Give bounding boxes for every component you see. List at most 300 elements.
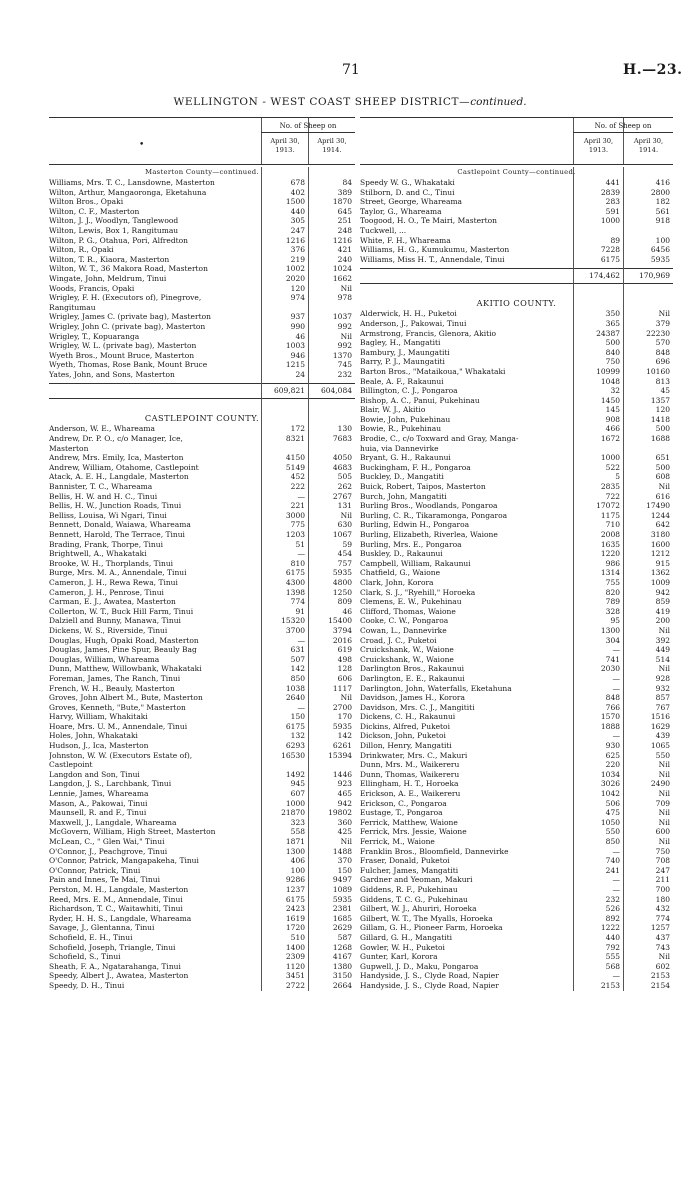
holder-name: Gilbert, W. T., The Myalls, Horoeka: [360, 913, 493, 923]
sheep-1913: 1000: [600, 216, 620, 226]
holder-name: Cooke, C. W., Pongaroa: [360, 616, 449, 626]
table-row: [360, 348, 673, 358]
holder-name: Brooke, W. H., Thorplands, Tinui: [49, 558, 174, 568]
holder-name: Dickens, C. H., Rakaunui: [360, 712, 456, 722]
sheep-1913: 89: [610, 235, 620, 245]
table-row: [360, 511, 673, 521]
table-row: [49, 312, 355, 322]
table-row: [360, 549, 673, 559]
holder-name: Wrigley, T., Kopuaranga: [49, 331, 140, 341]
holder-name: Brightwell, A., Whakataki: [49, 549, 147, 559]
holder-name: Ellingham, H. T., Horoeka: [360, 779, 459, 789]
sheep-1914: 932: [655, 683, 670, 693]
sheep-1914: 767: [655, 702, 670, 712]
sheep-1913: 710: [605, 520, 620, 530]
sheep-1913: 986: [605, 558, 620, 568]
sheep-1913: 500: [605, 338, 620, 348]
holder-name: Gilbert, W. J., Ahuriri, Horoeka: [360, 904, 477, 914]
holder-name: Bowie, John, Pukehinau: [360, 414, 451, 424]
table-row: [49, 284, 355, 294]
holder-name: Wyeth, Thomas, Rose Bank, Mount Bruce: [49, 360, 208, 370]
sheep-1913: 526: [605, 904, 620, 914]
sheep-1913: 9286: [285, 875, 305, 885]
sheep-1914: 616: [655, 491, 670, 501]
table-row: [49, 501, 355, 511]
header-col-1914: April 30, 1914.: [633, 137, 664, 154]
table-row: [49, 588, 355, 598]
sheep-1913: 1003: [285, 341, 305, 351]
page-title: [0, 96, 700, 108]
sheep-1913: 376: [290, 245, 305, 255]
holder-name: Croad, J. C., Puketoi: [360, 635, 437, 645]
sheep-1914: 600: [655, 827, 670, 837]
sheep-1913: 145: [605, 405, 620, 415]
table-row: [360, 405, 673, 415]
sheep-1913: 974: [290, 293, 305, 303]
sheep-1914: 6456: [650, 245, 670, 255]
sheep-1913: 755: [605, 577, 620, 587]
table-row: [360, 837, 673, 847]
holder-name: Gupwell, J. D., Maku, Pongaroa: [360, 961, 479, 971]
holder-name: Cowan, L., Dannevirke: [360, 625, 447, 635]
holder-name: Bagley, H., Mangatiti: [360, 338, 441, 348]
sheep-1913: 132: [290, 731, 305, 741]
table-row: [49, 856, 355, 866]
table-row: [360, 827, 673, 837]
sheep-1913: 365: [605, 318, 620, 328]
sheep-1913: 452: [290, 472, 305, 482]
table-row: [49, 943, 355, 953]
sheep-1914: 500: [655, 424, 670, 434]
sheep-1913: 1398: [285, 587, 305, 597]
sheep-1914: 813: [655, 376, 670, 386]
table-row: [360, 779, 673, 789]
sheep-1914: 923: [337, 779, 352, 789]
table-row: [49, 789, 355, 799]
table-row: [360, 492, 673, 502]
sheep-1914: 4167: [332, 952, 352, 962]
title-suffix: continued.: [470, 96, 527, 108]
table-row: [360, 386, 673, 396]
sheep-1913: 1237: [285, 884, 305, 894]
table-row: [49, 933, 355, 943]
holder-name: Hoare, Mrs. U. M., Annendale, Tinui: [49, 721, 188, 731]
sheep-1914: 130: [337, 424, 352, 434]
sheep-1913: 3451: [285, 971, 305, 981]
table-row: [360, 444, 673, 454]
holder-name: Chatfield, G., Waione: [360, 568, 441, 578]
sheep-1914: 248: [337, 225, 352, 235]
holder-name: Bannister, T. C., Whareama: [49, 482, 153, 492]
holder-name: Speedy, Albert J., Awatea, Masterton: [49, 971, 189, 981]
holder-name: Holes, John, Whakataki: [49, 731, 138, 741]
sheep-1913: 4300: [285, 577, 305, 587]
holder-name: Burling, Edwin H., Pongaroa: [360, 520, 470, 530]
sheep-1913: 631: [290, 645, 305, 655]
spacer: [360, 288, 673, 296]
sheep-1914: 2153: [650, 971, 670, 981]
table-row: [360, 923, 673, 933]
sheep-1913: 1300: [285, 846, 305, 856]
holder-name: Bellis, H. W. and H. C., Tinui: [49, 491, 158, 501]
sheep-1914: 416: [655, 178, 670, 187]
sheep-1914: 992: [337, 321, 352, 331]
table-row: [49, 332, 355, 342]
table-row: [49, 351, 355, 361]
sheep-1914: 1357: [650, 395, 670, 405]
table-row: [49, 981, 355, 991]
sheep-1913: —: [612, 731, 620, 741]
table-row: [360, 540, 673, 550]
sheep-1914: 46: [342, 606, 352, 616]
table-row: [49, 808, 355, 818]
holder-name: Toogood, H. O., Te Mairi, Masterton: [360, 216, 497, 226]
sheep-1914: 5935: [650, 254, 670, 264]
sheep-1914: 1870: [332, 197, 352, 207]
table-row: [360, 207, 673, 217]
sheep-1913: 892: [605, 913, 620, 923]
holder-name: White, F. H., Whareama: [360, 235, 451, 245]
holder-name: Hudson, J., Ica, Masterton: [49, 741, 149, 751]
sheep-1914: 745: [337, 360, 352, 370]
sheep-1913: 402: [290, 187, 305, 197]
table-row: [49, 847, 355, 857]
sheep-1913: 6175: [285, 721, 305, 731]
sheep-1913: 1672: [600, 434, 620, 444]
sheep-1914: 389: [337, 187, 352, 197]
sheep-1914: 700: [655, 884, 670, 894]
table-row: [360, 578, 673, 588]
sheep-1913: 908: [605, 414, 620, 424]
holder-name: Gardner and Yeoman, Makuri: [360, 875, 473, 885]
sheep-1913: 1002: [285, 264, 305, 274]
sheep-1914: 200: [655, 616, 670, 626]
holder-name: Wrigley, F. H. (Executors of), Pinegrove,: [49, 293, 202, 303]
sheep-1914: 419: [655, 606, 670, 616]
sheep-1913: 1216: [285, 235, 305, 245]
table-row: [49, 799, 355, 809]
sheep-1914: 602: [655, 961, 670, 971]
section-heading: Masterton County—continued.: [145, 168, 259, 176]
sheep-1913: 937: [290, 312, 305, 322]
sheep-1913: 406: [290, 856, 305, 866]
header-col-1913: April 30, 1913.: [583, 137, 614, 154]
sheep-1913: 1050: [600, 817, 620, 827]
holder-name: Collerton, W. T., Buck Hill Farm, Tinui: [49, 606, 194, 616]
sheep-1914: 1117: [332, 683, 352, 693]
holder-name: Ryder, H. H. S., Langdale, Whareama: [49, 913, 192, 923]
table-row: [49, 597, 355, 607]
table-row: [360, 693, 673, 703]
table-row: [360, 626, 673, 636]
holder-name: Ferrick, Matthew, Waione: [360, 817, 458, 827]
table-row: [360, 856, 673, 866]
sheep-1913: 16530: [281, 750, 305, 760]
sheep-1914: 645: [337, 206, 352, 216]
table-row: [49, 751, 355, 761]
holder-name: Brading, Frank, Thorpe, Tinui: [49, 539, 163, 549]
sheep-1913: 283: [605, 197, 620, 207]
sheep-1913: 2423: [285, 904, 305, 914]
sheep-1914: Nil: [658, 769, 670, 779]
table-row: [49, 207, 355, 217]
holder-name: Wyeth Bros., Mount Bruce, Masterton: [49, 350, 195, 360]
holder-name: Bowie, R., Pukehinau: [360, 424, 442, 434]
sheep-1914: 2664: [332, 980, 352, 990]
table-row: [360, 559, 673, 569]
sheep-1913: —: [612, 875, 620, 885]
holder-name: Burge, Mrs. M. A., Annendale, Tinui: [49, 568, 187, 578]
sheep-1913: 558: [290, 827, 305, 837]
sheep-1913: 1038: [285, 683, 305, 693]
header-col-1914: April 30, 1914.: [317, 137, 347, 154]
sheep-1913: 990: [290, 321, 305, 331]
sheep-1913: 930: [605, 741, 620, 751]
table-row: [360, 722, 673, 732]
sheep-1913: 10999: [596, 366, 620, 376]
table-row: [49, 827, 355, 837]
table-row: [360, 463, 673, 473]
table-row: [360, 751, 673, 761]
sheep-1913: 100: [290, 865, 305, 875]
table-row: [49, 741, 355, 751]
holder-name: Gillam, G. H., Pioneer Farm, Horoeka: [360, 923, 503, 933]
sheep-1913: 1175: [600, 510, 620, 520]
sheep-1914: 19802: [328, 808, 352, 818]
sheep-1913: 24387: [596, 328, 620, 338]
holder-name: Wrigley, James C. (private bag), Masterton: [49, 312, 211, 322]
right-rows: [360, 167, 673, 991]
holder-name: Woods, Francis, Opaki: [49, 283, 135, 293]
sheep-1913: 6175: [285, 568, 305, 578]
sheep-1914: 4050: [332, 453, 352, 463]
table-row: [49, 559, 355, 569]
sheep-1913: 1000: [600, 453, 620, 463]
sheep-1914: 2700: [332, 702, 352, 712]
holder-name: Wilton, T. R., Kiaora, Masterton: [49, 254, 170, 264]
table-row: [360, 981, 673, 991]
sheep-1914: Nil: [658, 952, 670, 962]
table-row: [360, 453, 673, 463]
holder-name: Carman, E. J., Awatea, Masterton: [49, 597, 176, 607]
table-row: [360, 962, 673, 972]
table-row: [49, 197, 355, 207]
sheep-1914: 128: [337, 664, 352, 674]
sheep-1913: 222: [290, 482, 305, 492]
sheep-1914: 100: [655, 235, 670, 245]
sheep-1914: Nil: [658, 808, 670, 818]
sheep-1914: 757: [337, 558, 352, 568]
sheep-1914: 709: [655, 798, 670, 808]
sheep-1914: Nil: [658, 760, 670, 770]
table-row: [360, 396, 673, 406]
holder-name: Dickson, John, Puketoi: [360, 731, 446, 741]
table-row: [360, 885, 673, 895]
sheep-1913: 441: [605, 178, 620, 187]
holder-name: Richardson, T. C., Waitawhiti, Tinui: [49, 904, 183, 914]
holder-name: Burling, Mrs. E., Pongaroa: [360, 539, 462, 549]
sheep-1913: [261, 444, 308, 454]
table-row: [360, 568, 673, 578]
holder-name: Langdon and Son, Tinui: [49, 769, 140, 779]
table-row: [49, 875, 355, 885]
table-row: [49, 895, 355, 905]
holder-name: Douglas, William, Whareama: [49, 654, 160, 664]
sheep-1913: 1048: [600, 376, 620, 386]
sheep-1914: 696: [655, 357, 670, 367]
table-row: [360, 501, 673, 511]
holder-name: Bryant, G. H., Rakaunui: [360, 453, 451, 463]
sheep-1913: 1222: [600, 923, 620, 933]
sheep-1913: 2722: [285, 980, 305, 990]
sheep-1914: 1446: [332, 769, 352, 779]
holder-name: Davidson, James H., Korora: [360, 693, 465, 703]
sheep-1913: 24: [295, 369, 305, 379]
table-row: [360, 616, 673, 626]
sheep-1913: 15320: [281, 616, 305, 626]
sheep-1914: Nil: [658, 625, 670, 635]
county-heading: AKITIO COUNTY.: [476, 298, 557, 309]
sheep-1914: 1418: [650, 414, 670, 424]
table-row: [49, 322, 355, 332]
sheep-1913: 1215: [285, 360, 305, 370]
table-row: [49, 434, 355, 444]
holder-name: Clark, S. J., "Ryehill," Horoeka: [360, 587, 476, 597]
holder-name: Gowler, W. H., Puketoi: [360, 942, 445, 952]
sheep-1914: [308, 444, 355, 454]
holder-name: Dickins, Alfred, Puketoi: [360, 721, 450, 731]
sheep-1913: 722: [605, 491, 620, 501]
spacer: [49, 403, 355, 411]
table-row: [360, 245, 673, 255]
sheep-1913: 750: [605, 357, 620, 367]
table-row: [360, 530, 673, 540]
holder-name: Bennett, Harold, The Terrace, Tinui: [49, 530, 185, 539]
sheep-1914: 1067: [332, 530, 352, 539]
holder-name: Yates, John, and Sons, Masterton: [49, 369, 175, 379]
table-row: [49, 370, 355, 380]
sheep-1914: 182: [655, 197, 670, 207]
sheep-1913: 568: [605, 961, 620, 971]
table-row: [49, 463, 355, 473]
sheep-1914: [308, 303, 355, 313]
sheep-1914: 848: [655, 347, 670, 357]
table-row: [360, 216, 673, 226]
sheep-1914: 449: [655, 645, 670, 655]
holder-name: Ferrick, Mrs. Jessie, Waione: [360, 827, 467, 837]
sheep-1913: 848: [605, 693, 620, 703]
sheep-1914: 587: [337, 932, 352, 942]
sheep-1914: 651: [655, 453, 670, 463]
holder-name: Groves, John Albert M., Bute, Masterton: [49, 693, 203, 703]
holder-name: Wrigley, W. L. (private bag), Masterton: [49, 341, 197, 351]
sheep-1913: 6293: [285, 741, 305, 751]
table-row: [49, 293, 355, 303]
sheep-1914: 170: [337, 712, 352, 722]
sheep-1913: 4150: [285, 453, 305, 463]
table-row: [360, 664, 673, 674]
holder-name: Dalziell and Bunny, Manawa, Tinui: [49, 616, 181, 626]
holder-name: Wilton, W. T., 36 Makora Road, Masterton: [49, 264, 208, 274]
holder-name: Harvy, William, Whakitaki: [49, 712, 148, 722]
sheep-1914: 232: [337, 369, 352, 379]
sheep-1914: 606: [337, 673, 352, 683]
holder-name: Giddens, T. C. G., Pukehinau: [360, 894, 468, 904]
table-row: [360, 607, 673, 617]
sheep-1914: 561: [655, 206, 670, 216]
holder-name: Dunn, Mrs. M., Waikereru: [360, 760, 460, 770]
table-row: [360, 731, 673, 741]
table-row: [360, 914, 673, 924]
table-row: [49, 962, 355, 972]
holder-name: Eustage, T., Pongaroa: [360, 808, 443, 818]
sheep-1914: 2016: [332, 635, 352, 645]
sheep-1913: 350: [605, 309, 620, 319]
holder-name: Bishop, A. C., Panui, Pukehinau: [360, 395, 480, 405]
sheep-1914: 1600: [650, 539, 670, 549]
table-row: [49, 818, 355, 828]
sheep-1914: Nil: [340, 283, 352, 293]
sheep-1914: 859: [655, 597, 670, 607]
sheep-1914: 1024: [332, 264, 352, 274]
page-number: 71: [342, 62, 360, 78]
total-label: [49, 384, 261, 398]
table-row: [360, 904, 673, 914]
sheep-1914: 5935: [332, 568, 352, 578]
holder-name: Dickens, W. S., Riverside, Tinui: [49, 625, 168, 635]
holder-name: Bennett, Donald, Waiawa, Whareama: [49, 520, 191, 530]
sheep-1913: 142: [290, 664, 305, 674]
table-row: [49, 866, 355, 876]
sheep-1913: 510: [290, 932, 305, 942]
holder-name: Wilton, Arthur, Mangaoronga, Eketahuna: [49, 187, 207, 197]
sheep-1914: 6261: [332, 741, 352, 751]
table-row: [49, 226, 355, 236]
sheep-1914: 1488: [332, 846, 352, 856]
sheep-1914: 465: [337, 789, 352, 799]
section-total: [49, 383, 355, 399]
sheep-1914: 425: [337, 827, 352, 837]
holder-name: Anderson, W. E., Whareama: [49, 424, 155, 434]
table-row: [360, 255, 673, 265]
table-row: [360, 799, 673, 809]
table-row: [360, 866, 673, 876]
sheep-1913: 766: [605, 702, 620, 712]
holder-name: Speedy, D. H., Tinui: [49, 980, 125, 990]
table-row: [49, 914, 355, 924]
table-row: [49, 482, 355, 492]
sheep-1914: 1370: [332, 350, 352, 360]
sheep-1914: 743: [655, 942, 670, 952]
sheep-1914: 4683: [332, 462, 352, 472]
holder-name: O'Connor, Patrick, Tinui: [49, 865, 141, 875]
sheep-1914: 180: [655, 894, 670, 904]
sheep-1913: 1871: [285, 837, 305, 846]
sheep-1914: 550: [655, 750, 670, 760]
sheep-1913: 2640: [285, 693, 305, 703]
sheep-1913: 247: [290, 225, 305, 235]
table-row: [49, 568, 355, 578]
left-rows: [49, 167, 355, 991]
sheep-1913: 221: [290, 501, 305, 511]
sheep-1913: 820: [605, 587, 620, 597]
sheep-1913: 850: [605, 837, 620, 846]
sheep-1914: 708: [655, 856, 670, 866]
table-row: [360, 377, 673, 387]
holder-name: Williams, H. G., Kumukumu, Masterton: [360, 245, 510, 255]
table-row: [360, 789, 673, 799]
holder-name: Dillon, Henry, Mangatiti: [360, 741, 452, 751]
